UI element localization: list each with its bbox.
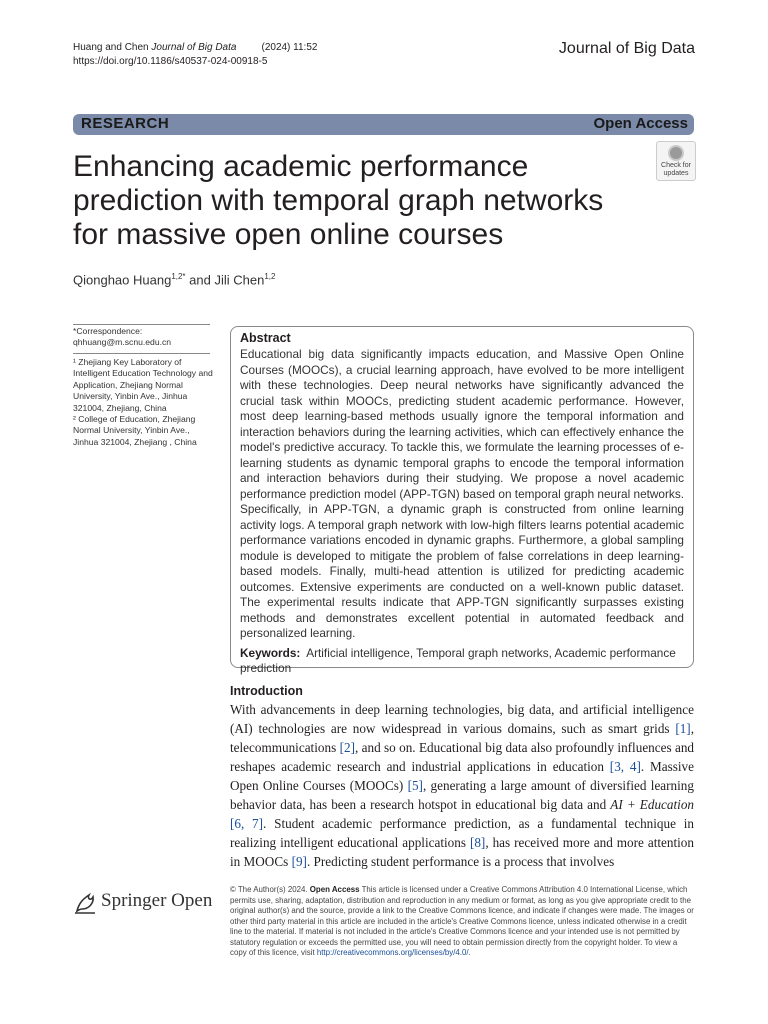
crossmark-icon <box>668 145 684 161</box>
citation-link[interactable]: [2] <box>339 740 355 755</box>
license-text <box>230 885 694 959</box>
abstract-box <box>230 326 694 675</box>
publisher-name: Springer Open <box>101 890 213 911</box>
crossmark-label-1: Check for <box>661 162 691 169</box>
citation-link[interactable]: [1] <box>675 721 691 736</box>
license-link[interactable]: http://creativecommons.org/licenses/by/4.0/ <box>316 948 469 957</box>
open-access-label: Open Access <box>593 115 688 132</box>
citation-link[interactable]: [9] <box>291 854 307 869</box>
correspondence-email[interactable]: qhhuang@m.scnu.edu.cn <box>73 337 172 348</box>
correspondence-label: *Correspondence: <box>73 326 143 336</box>
license-prefix: © The Author(s) 2024. <box>230 885 310 894</box>
author-list <box>73 272 275 287</box>
crossmark-label-2: updates <box>663 170 689 177</box>
intro-text: . Massive Open Online Courses (MOOCs) <box>230 759 694 793</box>
intro-text: , generating a large amount of diversified learning behavior data, has been a research hotspot in educational big data and <box>230 778 694 812</box>
citation-link[interactable]: [6, 7] <box>230 816 264 831</box>
abstract-body: Educational big data significantly impacts education, and Massive Open Online Courses (MOOCs), a crucial learning approach, have evolved to be more intelligent with these technologies. Deep neural networks have significantly advanced the crucial task within MOOCs, predicting student academic performance. However, most deep learning-based methods usually ignore the temporal information and interaction behaviors during the learning activities, which can effectively enhance the model's predictive accuracy. To tackle this, we formulate the learning processes of e-learning students as dynamic temporal graphs to encode the temporal information and interaction behaviors during their studying. We propose a novel academic performance prediction model (APP-TGN) based on temporal graph neural networks. Specifically, in APP-TGN, a dynamic graph is constructed from online learning activity logs. A temporal graph network with low-high filters learns potential academic performance variations encoded in dynamic graphs. Furthermore, a global sampling module is developed to mitigate the problem of false correlations in deep learning-based models. Finally, multi-head attention is utilized for predicting academic outcomes. Extensive experiments are conducted on a well-known public dataset. The experimental results indicate that APP-TGN significantly surpasses existing methods and demonstrates excellent potential in automated feedback and personalized learning. <box>240 347 684 640</box>
affiliation-2: ² College of Education, Zhejiang Normal University, Yinbin Ave., Jinhua 321004, Zhejiang , China <box>73 414 197 447</box>
affiliation-1: ¹ Zhejiang Key Laboratory of Intelligent Education Technology and Application, Zhejiang Normal University, Yinbin Ave., Jinhua 321004, Zhejiang, China <box>73 357 213 413</box>
keywords <box>240 646 684 677</box>
intro-text: With advancements in deep learning technologies, big data, and artificial intelligence (AI) technologies are now widespread in various domains, such as smart grids <box>230 702 694 736</box>
introduction-body <box>230 700 694 871</box>
abstract-heading: Abstract <box>240 331 291 345</box>
author-1: Qionghao Huang <box>73 272 172 288</box>
article-title: Enhancing academic performance prediction with temporal graph networks for massive open online courses <box>73 150 604 251</box>
article-type-banner <box>73 114 694 135</box>
article-type-label: RESEARCH <box>81 115 170 132</box>
header-doi-link[interactable]: https://doi.org/10.1186/s40537-024-00918-5 <box>73 56 268 67</box>
introduction-heading: Introduction <box>230 684 303 698</box>
intro-text: . Student academic performance prediction, as a fundamental technique in realizing intelligent educational applications <box>230 816 694 850</box>
author-2-affiliation: 1,2 <box>264 272 276 281</box>
citation-link[interactable]: [5] <box>407 778 423 793</box>
license-body: This article is licensed under a Creative Commons Attribution 4.0 International License, which permits use, sharing, adaptation, distribution and reproduction in any medium or format, as long as you give appropriate credit to the original author(s) and the source, provide a link to the Creative Commons licence, and indicate if changes were made. The images or other third party material in this article are included in the article's Creative Commons licence, unless indicated otherwise in a credit line to the material. If material is not included in the article's Creative Commons licence and your intended use is not permitted by statutory regulation or exceeds the permitted use, you will need to obtain permission directly from the copyright holder. To view a copy of this licence, visit <box>230 885 694 957</box>
check-for-updates-badge[interactable] <box>656 141 696 181</box>
springer-open-logo <box>73 887 223 919</box>
citation-link[interactable]: [3, 4] <box>609 759 641 774</box>
header-year-volume: (2024) 11:52 <box>261 42 318 53</box>
header-authors: Huang and Chen <box>73 42 149 53</box>
intro-text: . Predicting student performance is a process that involves <box>306 854 615 869</box>
correspondence <box>73 326 213 349</box>
citation-link[interactable]: [8] <box>469 835 486 850</box>
intro-text: , and so on. Educational big data also profoundly influences and reshapes academic research and industrial applications in education <box>230 740 695 774</box>
affiliations <box>73 357 213 448</box>
springer-horse-icon <box>73 889 97 915</box>
author-2: and Jili Chen <box>185 272 265 288</box>
keywords-label: Keywords: <box>240 645 301 660</box>
divider <box>73 353 210 354</box>
intro-text: , telecommunications <box>230 721 694 755</box>
citation-header <box>73 41 317 69</box>
keywords-text: Artificial intelligence, Temporal graph networks, Academic performance prediction <box>240 645 676 675</box>
intro-text: , has received more and more attention in MOOCs <box>230 835 694 869</box>
license-end: . <box>468 948 471 957</box>
divider <box>73 324 210 325</box>
intro-text-italic: AI + Education <box>610 797 695 812</box>
header-journal-italic: Journal of Big Data <box>151 42 237 53</box>
journal-name: Journal of Big Data <box>558 40 695 57</box>
author-1-affiliation: 1,2* <box>171 272 186 281</box>
license-open-access: Open Access <box>309 885 360 894</box>
